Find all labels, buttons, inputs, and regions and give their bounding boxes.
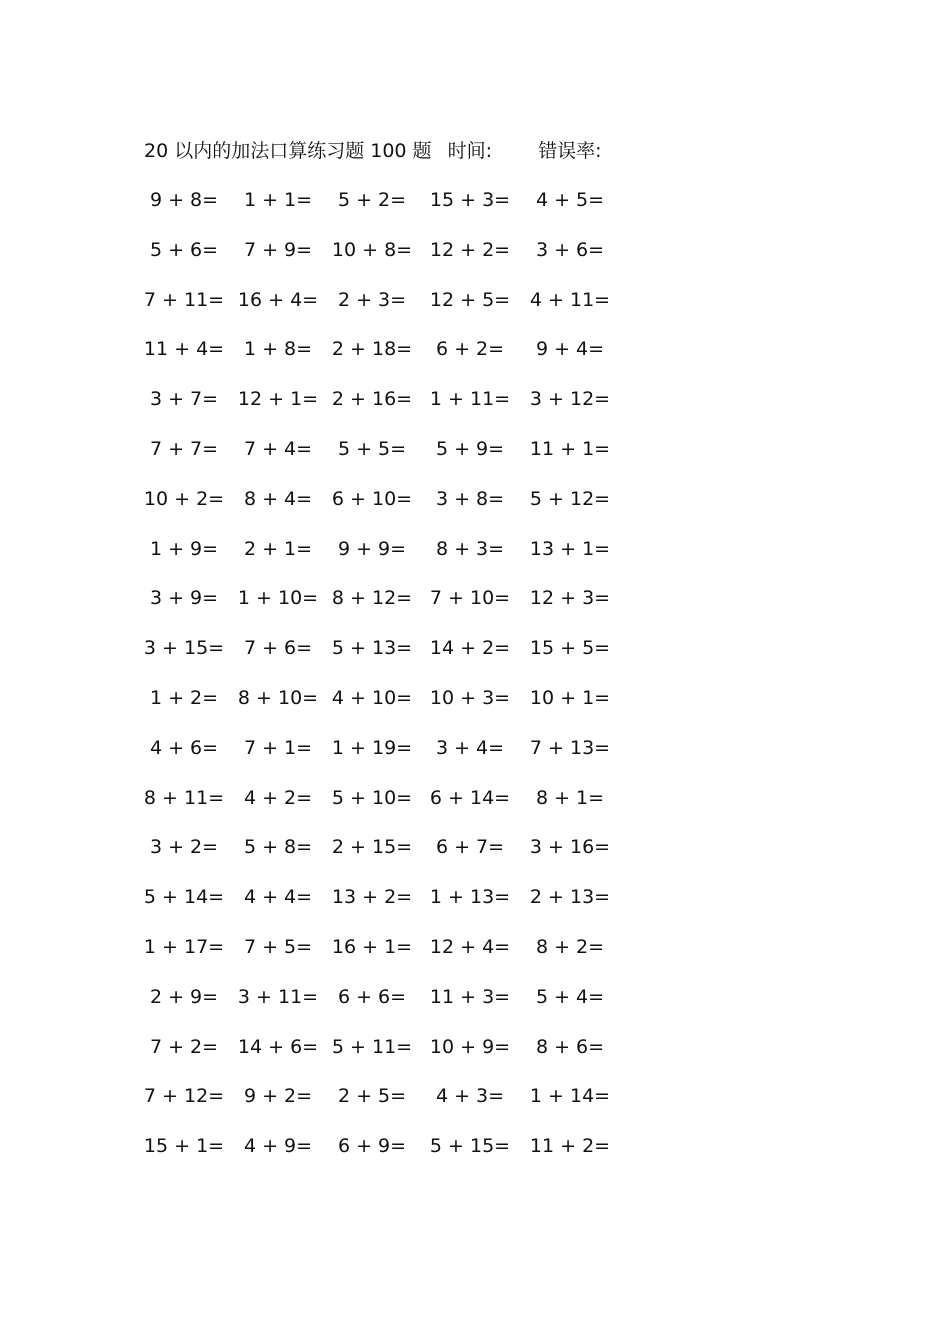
addition-problem: 8 + 12=	[331, 587, 413, 610]
problem-row	[140, 534, 640, 584]
addition-problem: 5 + 10=	[331, 786, 413, 809]
addition-problem: 7 + 7=	[149, 437, 219, 460]
addition-problem: 5 + 4=	[535, 985, 605, 1008]
addition-problem: 2 + 9=	[149, 985, 219, 1008]
problem-row	[140, 484, 640, 534]
addition-problem: 9 + 4=	[535, 338, 605, 361]
addition-problem: 8 + 6=	[535, 1035, 605, 1058]
addition-problem: 7 + 6=	[243, 637, 313, 660]
problem-row	[140, 285, 640, 335]
addition-problem: 5 + 6=	[149, 238, 219, 261]
addition-problem: 3 + 4=	[435, 736, 505, 759]
addition-problem: 7 + 10=	[429, 587, 511, 610]
addition-problem: 8 + 11=	[143, 786, 225, 809]
addition-problem: 12 + 1=	[237, 388, 319, 411]
worksheet-title: 20 以内的加法口算练习题 100 题	[144, 140, 432, 162]
addition-problem: 10 + 8=	[331, 238, 413, 261]
addition-problem: 2 + 3=	[337, 288, 407, 311]
addition-problem: 6 + 7=	[435, 836, 505, 859]
addition-problem: 9 + 2=	[243, 1085, 313, 1108]
addition-problem: 6 + 10=	[331, 487, 413, 510]
addition-problem: 1 + 8=	[243, 338, 313, 361]
addition-problem: 7 + 11=	[143, 288, 225, 311]
addition-problem: 3 + 11=	[237, 985, 319, 1008]
addition-problem: 12 + 2=	[429, 238, 511, 261]
addition-problem: 5 + 15=	[429, 1135, 511, 1158]
problem-row	[140, 1032, 640, 1082]
addition-problem: 6 + 6=	[337, 985, 407, 1008]
addition-problem: 1 + 14=	[529, 1085, 611, 1108]
addition-problem: 10 + 3=	[429, 686, 511, 709]
problem-row	[140, 434, 640, 484]
addition-problem: 3 + 7=	[149, 388, 219, 411]
addition-problem: 10 + 1=	[529, 686, 611, 709]
addition-problem: 4 + 9=	[243, 1135, 313, 1158]
addition-problem: 8 + 10=	[237, 686, 319, 709]
addition-problem: 1 + 10=	[237, 587, 319, 610]
problem-row	[140, 1081, 640, 1131]
error-rate-label: 错误率:	[538, 140, 602, 162]
problem-row	[140, 783, 640, 833]
addition-problem: 4 + 10=	[331, 686, 413, 709]
problem-row	[140, 185, 640, 235]
problem-row	[140, 982, 640, 1032]
addition-problem: 4 + 5=	[535, 189, 605, 211]
addition-problem: 5 + 12=	[529, 487, 611, 510]
problem-row	[140, 334, 640, 384]
addition-problem: 16 + 1=	[331, 935, 413, 958]
addition-problem: 14 + 6=	[237, 1035, 319, 1058]
problem-row	[140, 932, 640, 982]
addition-problem: 11 + 2=	[529, 1135, 611, 1158]
addition-problem: 1 + 13=	[429, 886, 511, 909]
addition-problem: 8 + 1=	[535, 786, 605, 809]
addition-problem: 6 + 14=	[429, 786, 511, 809]
addition-problem: 8 + 2=	[535, 935, 605, 958]
addition-problem: 8 + 3=	[435, 537, 505, 560]
addition-problem: 6 + 9=	[337, 1135, 407, 1158]
addition-problem: 8 + 4=	[243, 487, 313, 510]
addition-problem: 11 + 1=	[529, 437, 611, 460]
addition-problem: 4 + 4=	[243, 886, 313, 909]
addition-problem: 4 + 2=	[243, 786, 313, 809]
addition-problem: 7 + 1=	[243, 736, 313, 759]
addition-problem: 5 + 9=	[435, 437, 505, 460]
addition-problem: 9 + 9=	[337, 537, 407, 560]
time-label: 时间:	[447, 140, 493, 162]
addition-problem: 7 + 12=	[143, 1085, 225, 1108]
addition-problem: 4 + 6=	[149, 736, 219, 759]
addition-problem: 5 + 11=	[331, 1035, 413, 1058]
addition-problem: 3 + 8=	[435, 487, 505, 510]
addition-problem: 1 + 1=	[243, 189, 313, 211]
addition-problem: 2 + 1=	[243, 537, 313, 560]
addition-problem: 15 + 3=	[429, 189, 511, 211]
addition-problem: 13 + 1=	[529, 537, 611, 560]
addition-problem: 13 + 2=	[331, 886, 413, 909]
addition-problem: 7 + 9=	[243, 238, 313, 261]
addition-problem: 3 + 12=	[529, 388, 611, 411]
addition-problem: 2 + 16=	[331, 388, 413, 411]
addition-problem: 5 + 2=	[337, 189, 407, 211]
addition-problem: 12 + 5=	[429, 288, 511, 311]
addition-problem: 7 + 13=	[529, 736, 611, 759]
addition-problem: 5 + 5=	[337, 437, 407, 460]
addition-problem: 16 + 4=	[237, 288, 319, 311]
addition-problem: 4 + 3=	[435, 1085, 505, 1108]
problem-row	[140, 1131, 640, 1181]
problem-row	[140, 832, 640, 882]
addition-problem: 1 + 17=	[143, 935, 225, 958]
addition-problem: 15 + 5=	[529, 637, 611, 660]
problem-row	[140, 384, 640, 434]
addition-problem: 5 + 8=	[243, 836, 313, 859]
addition-problem: 4 + 11=	[529, 288, 611, 311]
addition-problem: 11 + 4=	[143, 338, 225, 361]
problem-row	[140, 733, 640, 783]
addition-problem: 1 + 11=	[429, 388, 511, 411]
addition-problem: 5 + 13=	[331, 637, 413, 660]
addition-problem: 10 + 2=	[143, 487, 225, 510]
addition-problem: 1 + 19=	[331, 736, 413, 759]
problem-row	[140, 683, 640, 733]
addition-problem: 14 + 2=	[429, 637, 511, 660]
problem-row	[140, 235, 640, 285]
addition-problem: 3 + 6=	[535, 238, 605, 261]
addition-problem: 3 + 16=	[529, 836, 611, 859]
addition-problem: 7 + 2=	[149, 1035, 219, 1058]
problem-grid	[140, 185, 640, 1181]
problem-row	[140, 882, 640, 932]
addition-problem: 1 + 2=	[149, 686, 219, 709]
addition-problem: 12 + 3=	[529, 587, 611, 610]
addition-problem: 6 + 2=	[435, 338, 505, 361]
addition-problem: 5 + 14=	[143, 886, 225, 909]
addition-problem: 2 + 5=	[337, 1085, 407, 1108]
addition-problem: 2 + 15=	[331, 836, 413, 859]
addition-problem: 7 + 5=	[243, 935, 313, 958]
addition-problem: 7 + 4=	[243, 437, 313, 460]
addition-problem: 2 + 13=	[529, 886, 611, 909]
addition-problem: 3 + 15=	[143, 637, 225, 660]
addition-problem: 10 + 9=	[429, 1035, 511, 1058]
addition-problem: 3 + 2=	[149, 836, 219, 859]
addition-problem: 2 + 18=	[331, 338, 413, 361]
addition-problem: 11 + 3=	[429, 985, 511, 1008]
addition-problem: 9 + 8=	[149, 189, 219, 211]
addition-problem: 3 + 9=	[149, 587, 219, 610]
addition-problem: 15 + 1=	[143, 1135, 225, 1158]
problem-row	[140, 583, 640, 633]
addition-problem: 1 + 9=	[149, 537, 219, 560]
problem-row	[140, 633, 640, 683]
worksheet-header	[144, 136, 601, 166]
addition-problem: 12 + 4=	[429, 935, 511, 958]
